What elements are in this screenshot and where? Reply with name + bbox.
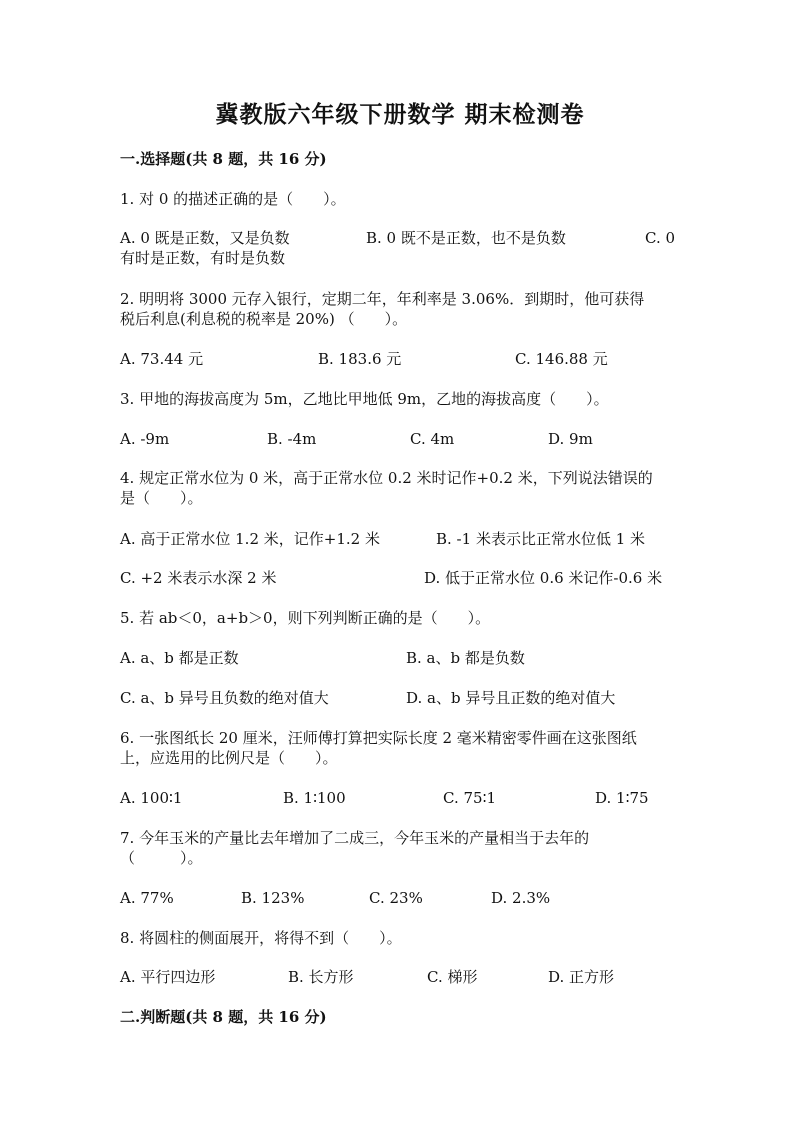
question-7-stem-line-1: 7. 今年玉米的产量比去年增加了二成三，今年玉米的产量相当于去年的 [120, 829, 590, 847]
question-5-option-a: A. a、b 都是正数 [120, 649, 239, 667]
question-5-option-b: B. a、b 都是负数 [406, 649, 525, 667]
question-2-stem-line-2: 税后利息(利息税的税率是 20%) （ ）。 [120, 310, 408, 328]
question-1-option-c: C. 0 [645, 229, 676, 247]
question-3-option-a: A. -9m [120, 430, 170, 448]
question-6-option-c: C. 75∶1 [443, 789, 497, 807]
question-3-stem: 3. 甲地的海拔高度为 5m，乙地比甲地低 9m，乙地的海拔高度（ ）。 [120, 390, 609, 408]
question-3-option-b: B. -4m [267, 430, 317, 448]
question-1-option-b: B. 0 既不是正数，也不是负数 [366, 229, 566, 247]
section-heading-true-false: 二.判断题(共 8 题，共 16 分) [120, 1008, 327, 1026]
question-8-option-b: B. 长方形 [288, 968, 354, 986]
question-7-option-a: A. 77% [120, 889, 174, 907]
question-7-option-d: D. 2.3% [491, 889, 551, 907]
question-5-stem: 5. 若 ab＜0，a+b＞0，则下列判断正确的是（ ）。 [120, 609, 491, 627]
question-4-option-b: B. -1 米表示比正常水位低 1 米 [436, 530, 646, 548]
page-title: 冀教版六年级下册数学 期末检测卷 [215, 101, 585, 128]
question-8-stem: 8. 将圆柱的侧面展开，将得不到（ ）。 [120, 929, 402, 947]
question-3-option-c: C. 4m [410, 430, 455, 448]
question-2-stem-line-1: 2. 明明将 3000 元存入银行，定期二年，年利率是 3.06%．到期时，他可获得 [120, 290, 645, 308]
question-7-option-b: B. 123% [241, 889, 305, 907]
question-6-stem-line-1: 6. 一张图纸长 20 厘米，汪师傅打算把实际长度 2 毫米精密零件画在这张图纸 [120, 729, 637, 747]
question-6-option-b: B. 1∶100 [283, 789, 346, 807]
question-2-option-a: A. 73.44 元 [120, 350, 204, 368]
question-6-stem-line-2: 上，应选用的比例尺是（ ）。 [120, 749, 338, 767]
section-heading-choice: 一.选择题(共 8 题，共 16 分) [120, 150, 327, 168]
question-6-option-d: D. 1∶75 [595, 789, 649, 807]
question-7-stem-line-2: （ ）。 [120, 849, 203, 867]
question-3-option-d: D. 9m [548, 430, 593, 448]
question-4-stem-line-2: 是（ ）。 [120, 489, 203, 507]
question-4-stem-line-1: 4. 规定正常水位为 0 米，高于正常水位 0.2 米时记作+0.2 米，下列说法错误的 [120, 469, 653, 487]
question-2-option-c: C. 146.88 元 [515, 350, 608, 368]
question-5-option-d: D. a、b 异号且正数的绝对值大 [406, 689, 616, 707]
question-4-option-a: A. 高于正常水位 1.2 米，记作+1.2 米 [120, 530, 380, 548]
question-5-option-c: C. a、b 异号且负数的绝对值大 [120, 689, 329, 707]
question-8-option-c: C. 梯形 [427, 968, 478, 986]
question-2-option-b: B. 183.6 元 [318, 350, 402, 368]
question-1-stem: 1. 对 0 的描述正确的是（ ）。 [120, 190, 346, 208]
question-8-option-a: A. 平行四边形 [120, 968, 216, 986]
question-4-option-c: C. +2 米表示水深 2 米 [120, 569, 277, 587]
question-1-option-a: A. 0 既是正数，又是负数 [120, 229, 290, 247]
question-1-option-c-continued: 有时是正数，有时是负数 [120, 249, 286, 267]
question-4-option-d: D. 低于正常水位 0.6 米记作-0.6 米 [424, 569, 663, 587]
question-6-option-a: A. 100∶1 [120, 789, 183, 807]
question-8-option-d: D. 正方形 [548, 968, 615, 986]
question-7-option-c: C. 23% [369, 889, 423, 907]
